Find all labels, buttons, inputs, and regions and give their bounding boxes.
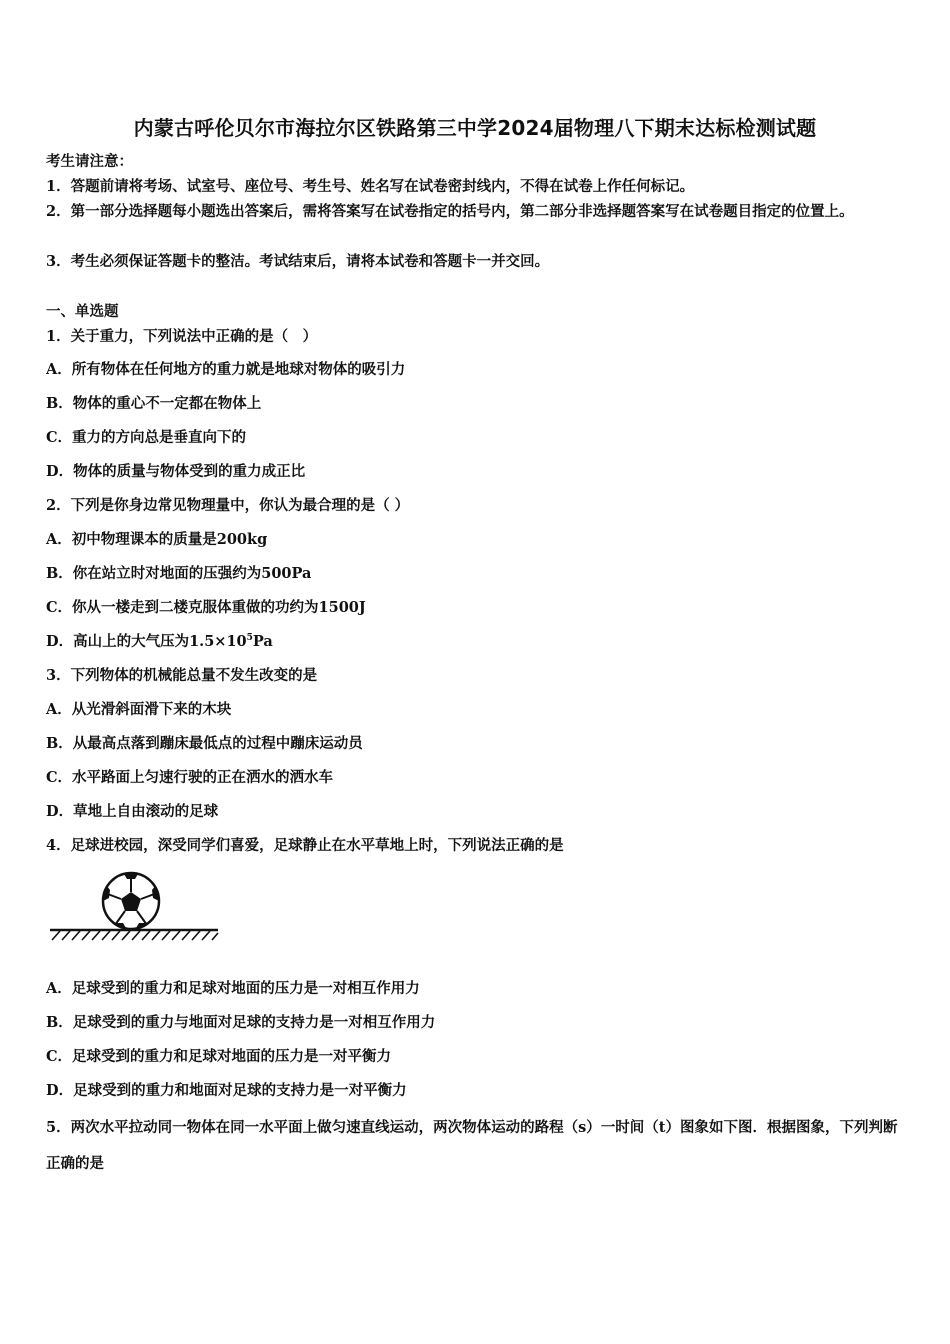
question-2-option-d-text: D．高山上的大气压为1.5×10 [46, 633, 247, 650]
notice-item-1: 1．答题前请将考场、试室号、座位号、考生号、姓名写在试卷密封线内，不得在试卷上作任何标记。 [46, 178, 695, 195]
question-3-option-d[interactable]: D．草地上自由滚动的足球 [46, 803, 219, 820]
question-2-option-c[interactable]: C．你从一楼走到二楼克服体重做的功约为1500J [46, 599, 366, 616]
section-heading: 一、单选题 [46, 303, 119, 320]
notice-item-3: 3．考生必须保证答题卡的整洁。考试结束后，请将本试卷和答题卡一并交回。 [46, 253, 550, 270]
question-1-stem: 1．关于重力，下列说法中正确的是（ ） [46, 328, 318, 345]
question-2-option-d[interactable] [46, 632, 273, 652]
football-on-ground-figure [46, 868, 222, 944]
exam-title: 内蒙古呼伦贝尔市海拉尔区铁路第三中学2024届物理八下期末达标检测试题 [133, 116, 817, 140]
football-icon [103, 873, 159, 929]
question-3-option-c[interactable]: C．水平路面上匀速行驶的正在洒水的洒水车 [46, 769, 334, 786]
question-3-stem: 3．下列物体的机械能总量不发生改变的是 [46, 667, 318, 684]
question-5-stem: 5．两次水平拉动同一物体在同一水平面上做匀速直线运动，两次物体运动的路程（s）一时间（t）图象如下图．根据图象，下列判断正确的是 [46, 1119, 898, 1172]
question-1-option-c[interactable]: C．重力的方向总是垂直向下的 [46, 429, 247, 446]
question-1-option-d[interactable]: D．物体的质量与物体受到的重力成正比 [46, 463, 306, 480]
question-4-option-c[interactable]: C．足球受到的重力和足球对地面的压力是一对平衡力 [46, 1048, 392, 1065]
question-4-option-a[interactable]: A．足球受到的重力和足球对地面的压力是一对相互作用力 [46, 980, 420, 997]
question-4-stem: 4．足球进校园，深受同学们喜爱，足球静止在水平草地上时，下列说法正确的是 [46, 837, 564, 854]
question-2-stem: 2．下列是你身边常见物理量中，你认为最合理的是（ ） [46, 497, 410, 514]
notice-heading: 考生请注意： [46, 153, 133, 170]
question-1-option-b[interactable]: B．物体的重心不一定都在物体上 [46, 395, 262, 412]
question-2-option-a[interactable]: A．初中物理课本的质量是200kg [46, 531, 268, 548]
question-4-option-b[interactable]: B．足球受到的重力与地面对足球的支持力是一对相互作用力 [46, 1014, 436, 1031]
ground-hatching [52, 931, 218, 940]
question-3-option-a[interactable]: A．从光滑斜面滑下来的木块 [46, 701, 232, 718]
question-3-option-b[interactable]: B．从最高点落到蹦床最低点的过程中蹦床运动员 [46, 735, 363, 752]
unit: Pa [252, 633, 273, 650]
exponent: 5 [246, 633, 253, 643]
question-1-option-a[interactable]: A．所有物体在任何地方的重力就是地球对物体的吸引力 [46, 361, 406, 378]
notice-item-2: 2．第一部分选择题每小题选出答案后，需将答案写在试卷指定的括号内，第二部分非选择题答案写在试卷题目指定的位置上。 [46, 203, 854, 220]
question-2-option-b[interactable]: B．你在站立时对地面的压强约为500Pa [46, 565, 312, 582]
question-4-option-d[interactable]: D．足球受到的重力和地面对足球的支持力是一对平衡力 [46, 1082, 407, 1099]
